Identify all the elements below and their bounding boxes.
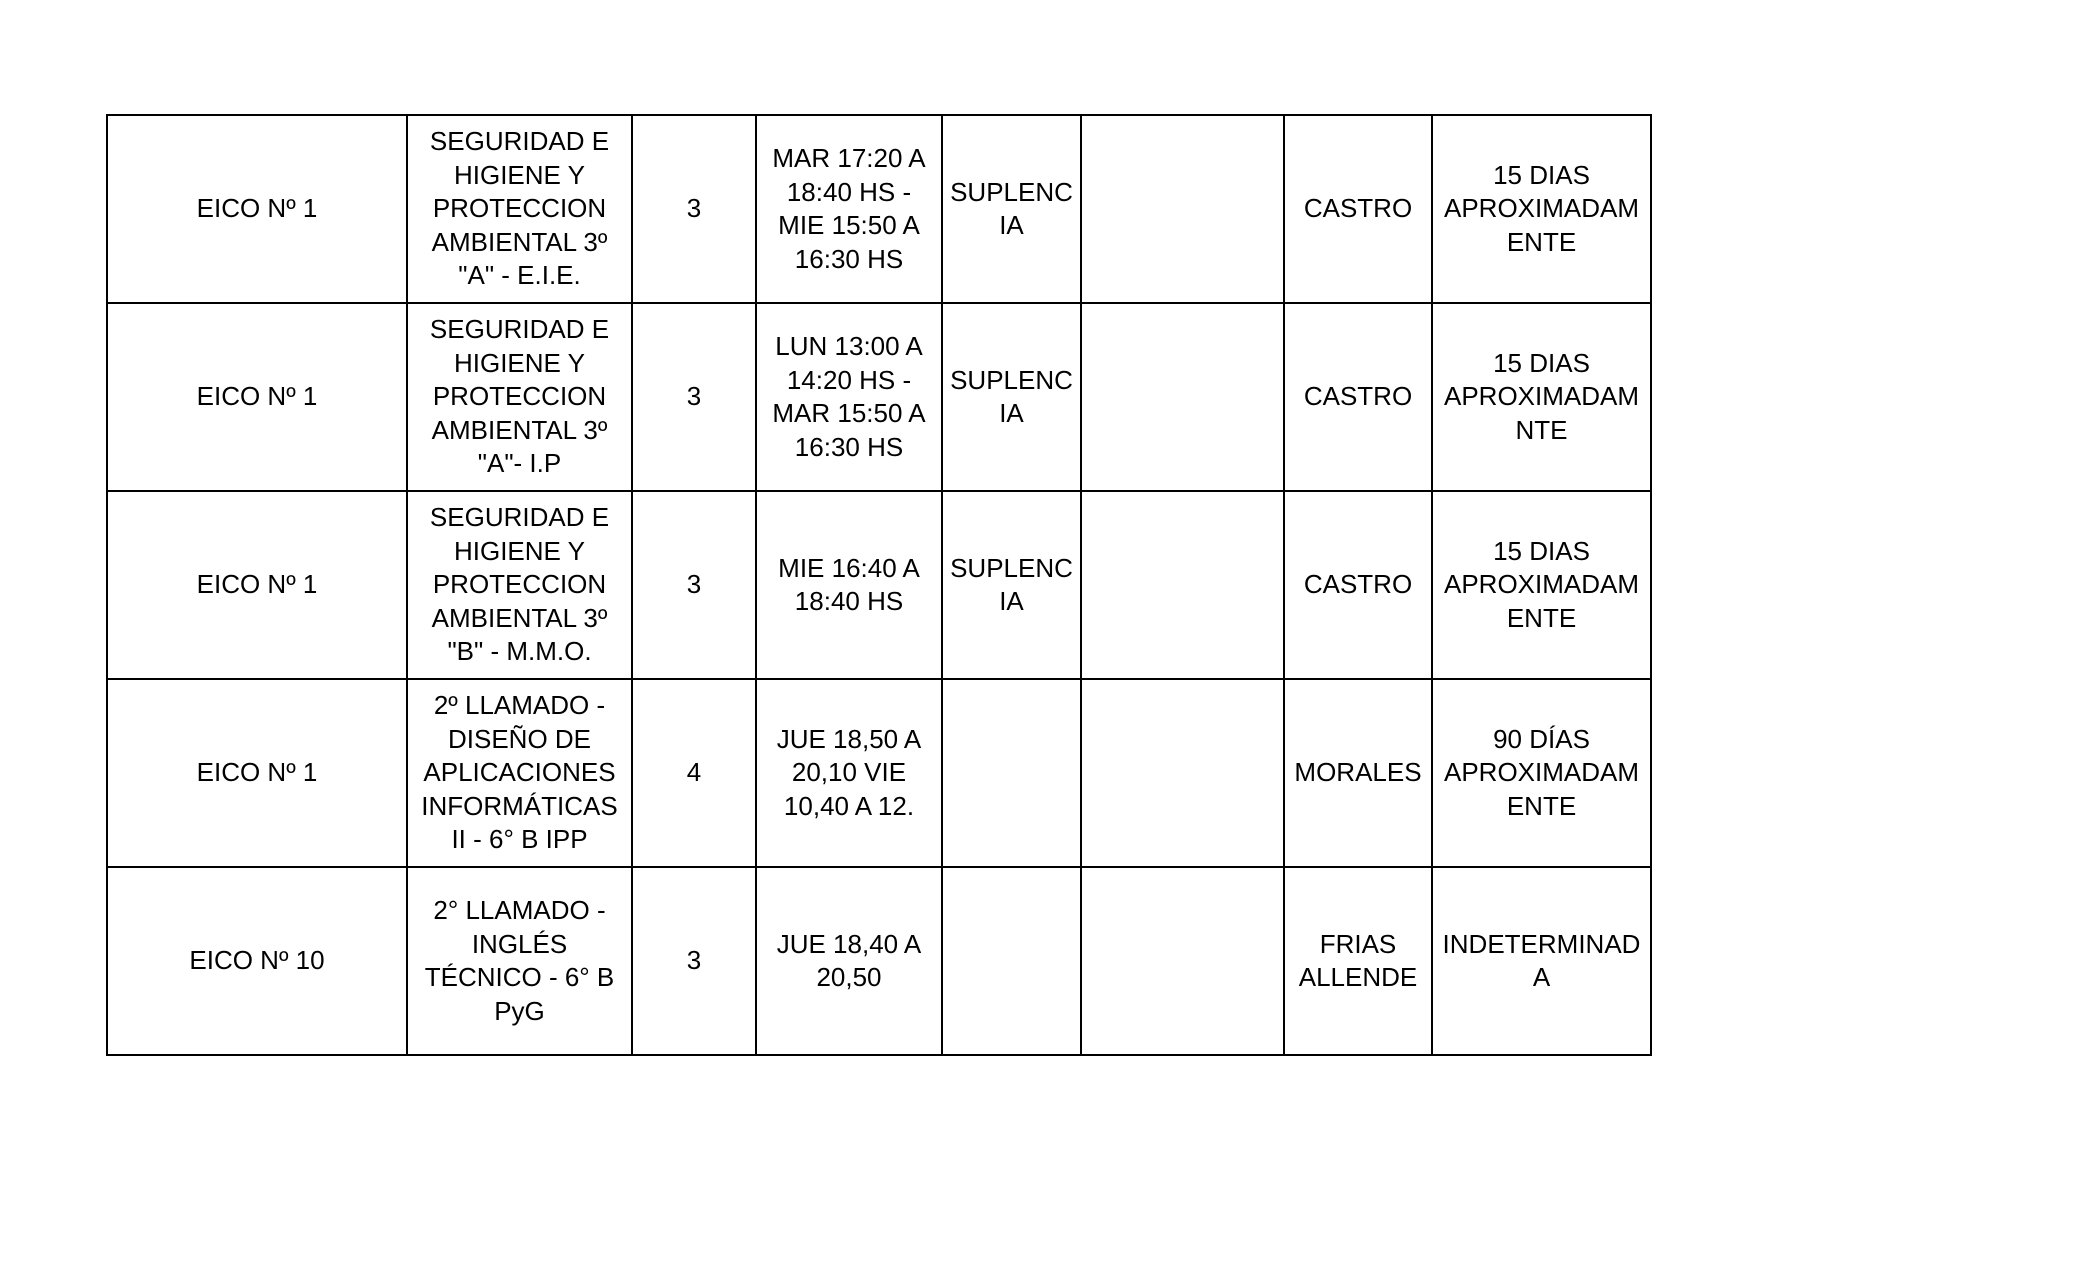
teacher-cell: [1284, 115, 1432, 303]
character-text: SUPLENC IA: [950, 552, 1073, 616]
schedule-cell: [756, 491, 942, 679]
hours-text: 3: [686, 381, 702, 412]
teacher-cell: [1284, 867, 1432, 1055]
schedule-cell: [756, 303, 942, 491]
hours-cell: [632, 303, 756, 491]
schedule-text: JUE 18,40 A 20,50: [776, 928, 922, 992]
character-cell: [942, 679, 1081, 867]
school-text: EICO Nº 10: [189, 945, 325, 976]
subject-cell: [407, 867, 632, 1055]
subject-cell: [407, 115, 632, 303]
schedule-text: LUN 13:00 A 14:20 HS - MAR 15:50 A 16:30 HS: [772, 331, 926, 462]
subject-text: SEGURIDAD E HIGIENE Y PROTECCION AMBIENTAL 3º "B" - M.M.O.: [429, 502, 610, 667]
table-row: [107, 303, 1651, 491]
character-text: SUPLENC IA: [950, 364, 1073, 428]
schedule-text: MAR 17:20 A 18:40 HS - MIE 15:50 A 16:30 HS: [772, 143, 926, 274]
schedule-cell: [756, 115, 942, 303]
schedule-cell: [756, 679, 942, 867]
character-cell: [942, 867, 1081, 1055]
hours-cell: [632, 867, 756, 1055]
table-row: [107, 115, 1651, 303]
schedule-text: MIE 16:40 A 18:40 HS: [778, 552, 920, 616]
character-cell: [942, 491, 1081, 679]
teacher-text: MORALES: [1294, 757, 1422, 788]
school-text: EICO Nº 1: [196, 193, 318, 224]
notes-cell: [1081, 303, 1284, 491]
duration-text: 15 DIAS APROXIMADAM ENTE: [1443, 535, 1640, 633]
hours-text: 3: [686, 569, 702, 600]
hours-text: 3: [686, 193, 702, 224]
school-cell: [107, 303, 407, 491]
school-text: EICO Nº 1: [196, 569, 318, 600]
subject-text: SEGURIDAD E HIGIENE Y PROTECCION AMBIENTAL 3º "A" - E.I.E.: [429, 126, 610, 291]
duration-cell: [1432, 491, 1651, 679]
table-row: [107, 867, 1651, 1055]
table-row: [107, 679, 1651, 867]
school-cell: [107, 867, 407, 1055]
duration-text: 15 DIAS APROXIMADAM NTE: [1443, 347, 1640, 445]
hours-text: 3: [686, 945, 702, 976]
table-row: [107, 491, 1651, 679]
teacher-text: CASTRO: [1303, 381, 1413, 412]
subject-text: 2° LLAMADO - INGLÉS TÉCNICO - 6° B PyG: [424, 895, 615, 1026]
schedule-text: JUE 18,50 A 20,10 VIE 10,40 A 12.: [776, 723, 922, 821]
hours-cell: [632, 679, 756, 867]
teacher-cell: [1284, 491, 1432, 679]
hours-text: 4: [686, 757, 702, 788]
notes-cell: [1081, 679, 1284, 867]
character-text: SUPLENC IA: [950, 176, 1073, 240]
schedule-cell: [756, 867, 942, 1055]
school-cell: [107, 679, 407, 867]
duration-cell: [1432, 679, 1651, 867]
school-text: EICO Nº 1: [196, 381, 318, 412]
school-text: EICO Nº 1: [196, 757, 318, 788]
school-cell: [107, 115, 407, 303]
school-cell: [107, 491, 407, 679]
notes-cell: [1081, 491, 1284, 679]
teacher-text: FRIAS ALLENDE: [1298, 928, 1418, 992]
hours-cell: [632, 491, 756, 679]
character-cell: [942, 115, 1081, 303]
duration-cell: [1432, 867, 1651, 1055]
subject-cell: [407, 303, 632, 491]
subject-cell: [407, 679, 632, 867]
subject-cell: [407, 491, 632, 679]
duration-text: 90 DÍAS APROXIMADAM ENTE: [1443, 723, 1640, 821]
teacher-text: CASTRO: [1303, 569, 1413, 600]
table-body: [107, 115, 1651, 1055]
hours-cell: [632, 115, 756, 303]
subject-text: SEGURIDAD E HIGIENE Y PROTECCION AMBIENTAL 3º "A"- I.P: [429, 314, 610, 479]
vacancy-table: [106, 114, 1652, 1056]
teacher-cell: [1284, 679, 1432, 867]
duration-cell: [1432, 303, 1651, 491]
duration-cell: [1432, 115, 1651, 303]
teacher-cell: [1284, 303, 1432, 491]
notes-cell: [1081, 867, 1284, 1055]
teacher-text: CASTRO: [1303, 193, 1413, 224]
duration-text: 15 DIAS APROXIMADAM ENTE: [1443, 159, 1640, 257]
duration-text: INDETERMINAD A: [1442, 928, 1641, 992]
subject-text: 2º LLAMADO - DISEÑO DE APLICACIONES INFORMÁTICAS II - 6° B IPP: [421, 690, 618, 855]
character-cell: [942, 303, 1081, 491]
notes-cell: [1081, 115, 1284, 303]
